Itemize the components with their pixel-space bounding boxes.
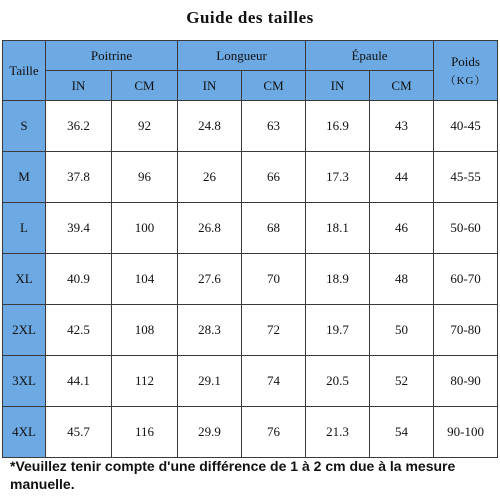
table-cell: 28.3 xyxy=(178,305,242,356)
chest-header: Poitrine xyxy=(46,41,178,71)
table-cell: 76 xyxy=(242,407,306,458)
table-cell: 26 xyxy=(178,152,242,203)
weight-cell: 45-55 xyxy=(434,152,498,203)
table-cell: 54 xyxy=(370,407,434,458)
table-cell: 74 xyxy=(242,356,306,407)
weight-cell: 70-80 xyxy=(434,305,498,356)
unit-header: IN xyxy=(306,71,370,101)
unit-header: CM xyxy=(242,71,306,101)
table-cell: 44 xyxy=(370,152,434,203)
table-cell: 27.6 xyxy=(178,254,242,305)
shoulder-header: Épaule xyxy=(306,41,434,71)
table-row xyxy=(3,356,498,407)
table-cell: 21.3 xyxy=(306,407,370,458)
unit-header: IN xyxy=(46,71,112,101)
table-cell: 116 xyxy=(112,407,178,458)
table-cell: 18.1 xyxy=(306,203,370,254)
table-cell: 29.1 xyxy=(178,356,242,407)
table-cell: 48 xyxy=(370,254,434,305)
table-cell: 16.9 xyxy=(306,101,370,152)
size-label: 4XL xyxy=(3,407,46,458)
table-cell: 37.8 xyxy=(46,152,112,203)
table-cell: 46 xyxy=(370,203,434,254)
weight-cell: 90-100 xyxy=(434,407,498,458)
table-row xyxy=(3,407,498,458)
weight-cell: 80-90 xyxy=(434,356,498,407)
table-cell: 108 xyxy=(112,305,178,356)
length-header: Longueur xyxy=(178,41,306,71)
table-row xyxy=(3,305,498,356)
table-cell: 45.7 xyxy=(46,407,112,458)
table-cell: 100 xyxy=(112,203,178,254)
table-cell: 42.5 xyxy=(46,305,112,356)
size-label: 3XL xyxy=(3,356,46,407)
size-label: XL xyxy=(3,254,46,305)
table-cell: 63 xyxy=(242,101,306,152)
weight-cell: 50-60 xyxy=(434,203,498,254)
page-title: Guide des tailles xyxy=(186,8,314,27)
unit-header: CM xyxy=(370,71,434,101)
weight-unit: （KG） xyxy=(444,74,487,87)
table-cell: 17.3 xyxy=(306,152,370,203)
size-label: 2XL xyxy=(3,305,46,356)
table-cell: 50 xyxy=(370,305,434,356)
table-cell: 66 xyxy=(242,152,306,203)
table-cell: 44.1 xyxy=(46,356,112,407)
table-cell: 52 xyxy=(370,356,434,407)
table-cell: 18.9 xyxy=(306,254,370,305)
size-label: S xyxy=(3,101,46,152)
unit-header: IN xyxy=(178,71,242,101)
table-row xyxy=(3,203,498,254)
table-cell: 104 xyxy=(112,254,178,305)
table-cell: 68 xyxy=(242,203,306,254)
table-cell: 20.5 xyxy=(306,356,370,407)
table-cell: 96 xyxy=(112,152,178,203)
measurement-note: *Veuillez tenir compte d'une différence de 1 à 2 cm due à la mesure manuelle. xyxy=(10,458,456,492)
table-cell: 26.8 xyxy=(178,203,242,254)
size-label: L xyxy=(3,203,46,254)
table-cell: 29.9 xyxy=(178,407,242,458)
table-cell: 70 xyxy=(242,254,306,305)
weight-cell: 40-45 xyxy=(434,101,498,152)
size-chart-table xyxy=(2,40,498,458)
table-cell: 43 xyxy=(370,101,434,152)
table-cell: 40.9 xyxy=(46,254,112,305)
table-cell: 36.2 xyxy=(46,101,112,152)
weight-header xyxy=(434,41,498,101)
table-cell: 24.8 xyxy=(178,101,242,152)
table-cell: 39.4 xyxy=(46,203,112,254)
size-header: Taille xyxy=(3,41,46,101)
weight-label: Poids xyxy=(451,53,480,69)
table-cell: 19.7 xyxy=(306,305,370,356)
weight-cell: 60-70 xyxy=(434,254,498,305)
table-cell: 92 xyxy=(112,101,178,152)
table-cell: 112 xyxy=(112,356,178,407)
size-label: M xyxy=(3,152,46,203)
unit-header: CM xyxy=(112,71,178,101)
table-row xyxy=(3,152,498,203)
table-row xyxy=(3,101,498,152)
table-row xyxy=(3,254,498,305)
table-cell: 72 xyxy=(242,305,306,356)
